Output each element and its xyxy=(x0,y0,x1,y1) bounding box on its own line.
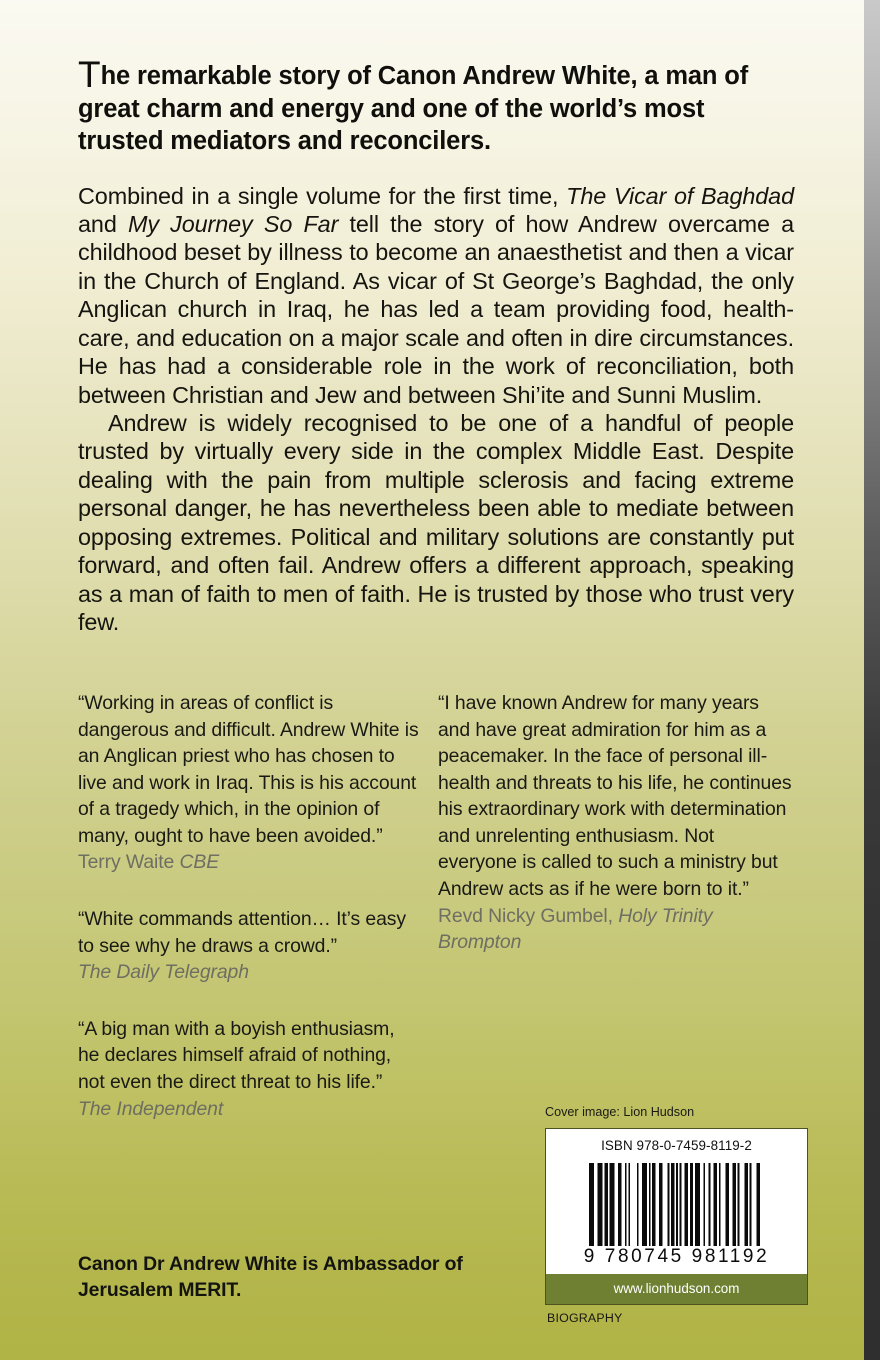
blurb-paragraph-2: Andrew is widely recognised to be one of a handful of people trusted by virtually every side in the complex Middle East. Despite dealing with the pain from multiple sclerosis and facing extreme personal danger, he has nevertheless been able to mediate between opposing extremes. Political and military solutions are constantly put forward, and often fail. Andrew offers a different approach, speaking as a man of faith to men of faith. He is trusted by those who trust very few. xyxy=(78,410,794,636)
isbn-number: ISBN 978-0-7459-8119-2 xyxy=(601,1138,752,1154)
barcode-icon xyxy=(589,1163,765,1246)
review-quotes-right-column xyxy=(438,690,794,1152)
quote-source-title: The Daily Telegraph xyxy=(78,961,249,984)
quote-source xyxy=(78,849,420,876)
headline-text: he remarkable story of Canon Andrew White, a man of great charm and energy and one of the world’s most trusted mediators and reconcilers. xyxy=(78,62,749,155)
blurb-body xyxy=(78,158,794,637)
quote-source xyxy=(78,1096,420,1123)
quote-text: “A big man with a boyish enthusiasm, he declares himself afraid of nothing, not even the direct threat to his life.” xyxy=(78,1017,395,1093)
quote-text: “White commands attention… It’s easy to see why he draws a crowd.” xyxy=(78,908,406,957)
review-quote-independent xyxy=(78,1016,420,1122)
book-title-my-journey-so-far: My Journey So Far xyxy=(127,210,339,237)
blurb-p1-segment-3: tell the story of how Andrew overcame a childhood beset by illness to become an anaesthetist and then a vicar in the Church of England. As vicar of St George’s Baghdad, the only Anglican church in Iraq, he has led a team providing food, health-care, and education on a major scale and often in dire circumstances. He has had a considerable role in the work of reconciliation, both between Christian and Jew and between Shi’ite and Sunni Muslim. xyxy=(78,210,794,408)
barcode-section xyxy=(545,1105,810,1326)
quote-source xyxy=(78,959,420,986)
headline xyxy=(78,0,794,158)
barcode-digits: 9 780745 981192 xyxy=(583,1245,770,1267)
quote-source-name: Revd Nicky Gumbel, xyxy=(438,904,619,927)
quote-source-title: The Independent xyxy=(78,1097,224,1120)
quote-text: “Working in areas of conflict is dangerous and difficult. Andrew White is an Anglican priest who has chosen to live and work in Iraq. This is his account of a tragedy which, in the opinion of many, ought to have been avoided.” xyxy=(78,692,419,847)
book-title-vicar-of-baghdad: The Vicar of Baghdad xyxy=(566,182,794,209)
quote-source-name: Terry Waite xyxy=(78,851,180,874)
cover-text-content xyxy=(78,0,794,637)
blurb-p1-segment-1: Combined in a single volume for the first time, xyxy=(78,182,567,209)
genre-label: BIOGRAPHY xyxy=(547,1311,623,1326)
cover-image-credit: Cover image: Lion Hudson xyxy=(545,1105,695,1119)
review-quote-daily-telegraph xyxy=(78,906,420,986)
quote-source xyxy=(438,903,794,956)
isbn-barcode-box xyxy=(545,1128,808,1305)
drop-cap-letter: T xyxy=(78,54,101,95)
quote-source-title: Holy Trinity Brompton xyxy=(438,904,713,954)
review-quote-terry-waite xyxy=(78,690,420,876)
review-quotes-section xyxy=(78,690,794,1152)
review-quotes-left-column xyxy=(78,690,438,1152)
review-quote-nicky-gumbel xyxy=(438,690,794,956)
page-edge-shadow xyxy=(864,0,880,1360)
author-bio-line: Canon Dr Andrew White is Ambassador of Jerusalem MERIT. xyxy=(78,1253,463,1301)
quote-text: “I have known Andrew for many years and have great admiration for him as a peacemaker. In the face of personal ill-health and threats to his life, he continues his extraordinary work with determination and unrelenting enthusiasm. Not everyone is called to such a ministry but Andrew acts as if he were born to it.” xyxy=(438,692,792,901)
quote-source-title: CBE xyxy=(179,851,220,874)
isbn-barcode-white-area xyxy=(546,1129,807,1274)
blurb-paragraph-1 xyxy=(78,182,794,410)
publisher-website: www.lionhudson.com xyxy=(546,1274,807,1304)
blurb-p1-segment-2: and xyxy=(78,210,128,237)
